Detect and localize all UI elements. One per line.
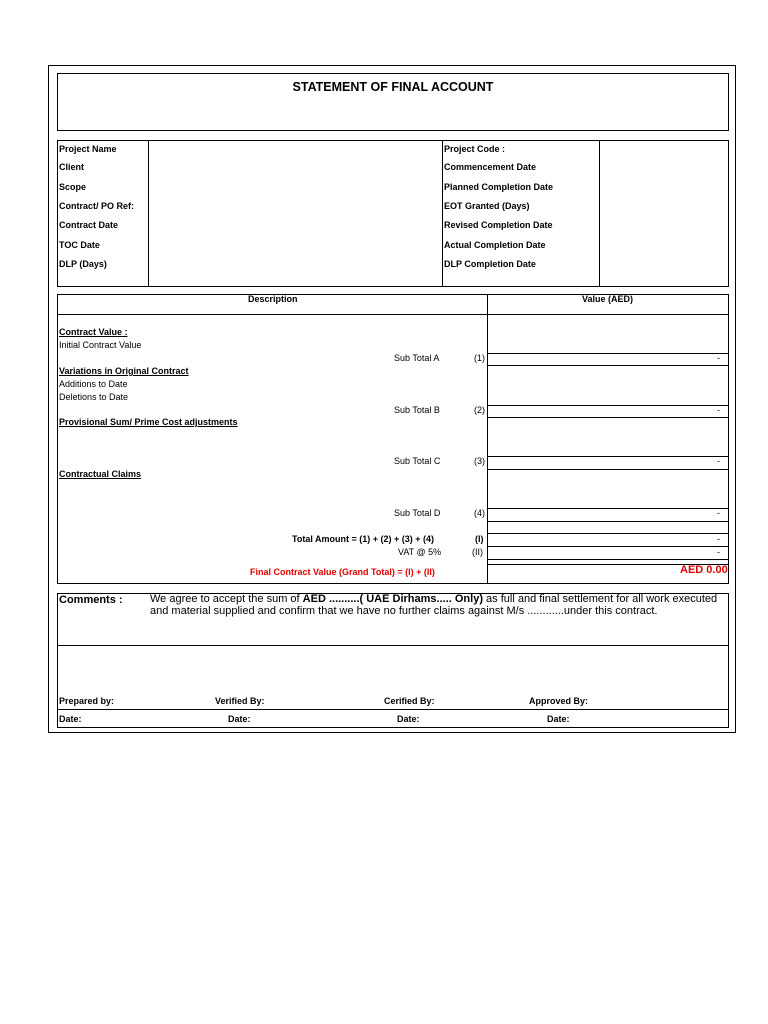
label-dlp-days: DLP (Days) [59, 259, 107, 269]
total-amount-value: - [717, 534, 720, 544]
contract-value-heading: Contract Value : [59, 327, 128, 337]
comments-amount: AED ..........( UAE Dirhams..... Only) [302, 593, 483, 605]
value-row-line [487, 456, 729, 457]
date-label-certified: Date: [397, 714, 420, 724]
value-row-line [487, 521, 729, 522]
comments-label: Comments : [59, 594, 123, 606]
page-title: STATEMENT OF FINAL ACCOUNT [292, 80, 494, 94]
provisional-heading: Provisional Sum/ Prime Cost adjustments [59, 417, 238, 427]
additions-label: Additions to Date [59, 379, 128, 389]
value-row-line [487, 365, 729, 366]
final-value-label: Final Contract Value (Grand Total) = (I) + (II) [250, 567, 435, 577]
value-row-line [487, 405, 729, 406]
total-amount-label: Total Amount = (1) + (2) + (3) + (4) [292, 534, 435, 544]
final-value: AED 0.00 [680, 564, 728, 576]
vat-value: - [717, 547, 720, 557]
value-row-line [487, 559, 729, 560]
signature-divider [57, 709, 729, 710]
sub-total-c-value: - [717, 456, 720, 466]
comments-text-part2: as full and final settlement for all work executed [482, 593, 718, 605]
label-dlp-completion: DLP Completion Date [444, 259, 536, 269]
claims-heading: Contractual Claims [59, 469, 142, 479]
divider [442, 140, 443, 287]
verified-by-label: Verified By: [215, 696, 265, 706]
label-planned-completion: Planned Completion Date [444, 182, 554, 192]
deletions-label: Deletions to Date [59, 392, 129, 402]
label-project-name: Project Name [59, 144, 117, 154]
value-row-line [487, 546, 729, 547]
sub-total-c-label: Sub Total C [394, 456, 441, 466]
value-column-divider [487, 294, 488, 584]
label-client: Client [59, 162, 85, 172]
prepared-by-label: Prepared by: [59, 696, 115, 706]
value-row-line [487, 353, 729, 354]
sub-total-a-label: Sub Total A [394, 353, 440, 363]
divider [148, 140, 149, 287]
ref-i: (I) [475, 534, 484, 544]
value-row-line [487, 508, 729, 509]
label-actual-completion: Actual Completion Date [444, 240, 546, 250]
header-divider [57, 314, 729, 315]
project-info-box [57, 140, 729, 287]
label-commencement-date: Commencement Date [444, 162, 537, 172]
label-revised-completion: Revised Completion Date [444, 220, 553, 230]
date-label-verified: Date: [228, 714, 251, 724]
vat-label: VAT @ 5% [398, 547, 442, 557]
sub-total-d-value: - [717, 508, 720, 518]
comments-divider [57, 645, 729, 646]
ref-3: (3) [474, 456, 485, 466]
sub-total-b-label: Sub Total B [394, 405, 440, 415]
value-row-line [487, 417, 729, 418]
certified-by-label: Cerified By: [384, 696, 435, 706]
col-value-header: Value (AED) [582, 294, 634, 304]
value-row-line [487, 533, 729, 534]
approved-by-label: Approved By: [529, 696, 589, 706]
date-label-approved: Date: [547, 714, 570, 724]
initial-contract-value-label: Initial Contract Value [59, 340, 142, 350]
sub-total-d-label: Sub Total D [394, 508, 441, 518]
label-eot-granted: EOT Granted (Days) [444, 201, 530, 211]
label-toc-date: TOC Date [59, 240, 100, 250]
col-description-header: Description [248, 294, 298, 304]
ref-1: (1) [474, 353, 485, 363]
label-contract-ref: Contract/ PO Ref: [59, 201, 135, 211]
ref-2: (2) [474, 405, 485, 415]
sub-total-a-value: - [717, 353, 720, 363]
comments-text-part1: We agree to accept the sum of [150, 593, 303, 605]
date-label-prepared: Date: [59, 714, 82, 724]
value-row-line [487, 469, 729, 470]
variations-heading: Variations in Original Contract [59, 366, 189, 376]
ref-ii: (II) [472, 547, 483, 557]
label-project-code: Project Code : [444, 144, 506, 154]
comments-text-line1 [150, 593, 717, 605]
comments-text-line2: and material supplied and confirm that we have no further claims against M/s ............under this contract. [150, 605, 658, 617]
label-scope: Scope [59, 182, 87, 192]
label-contract-date: Contract Date [59, 220, 119, 230]
divider [599, 140, 600, 287]
sub-total-b-value: - [717, 405, 720, 415]
ref-4: (4) [474, 508, 485, 518]
